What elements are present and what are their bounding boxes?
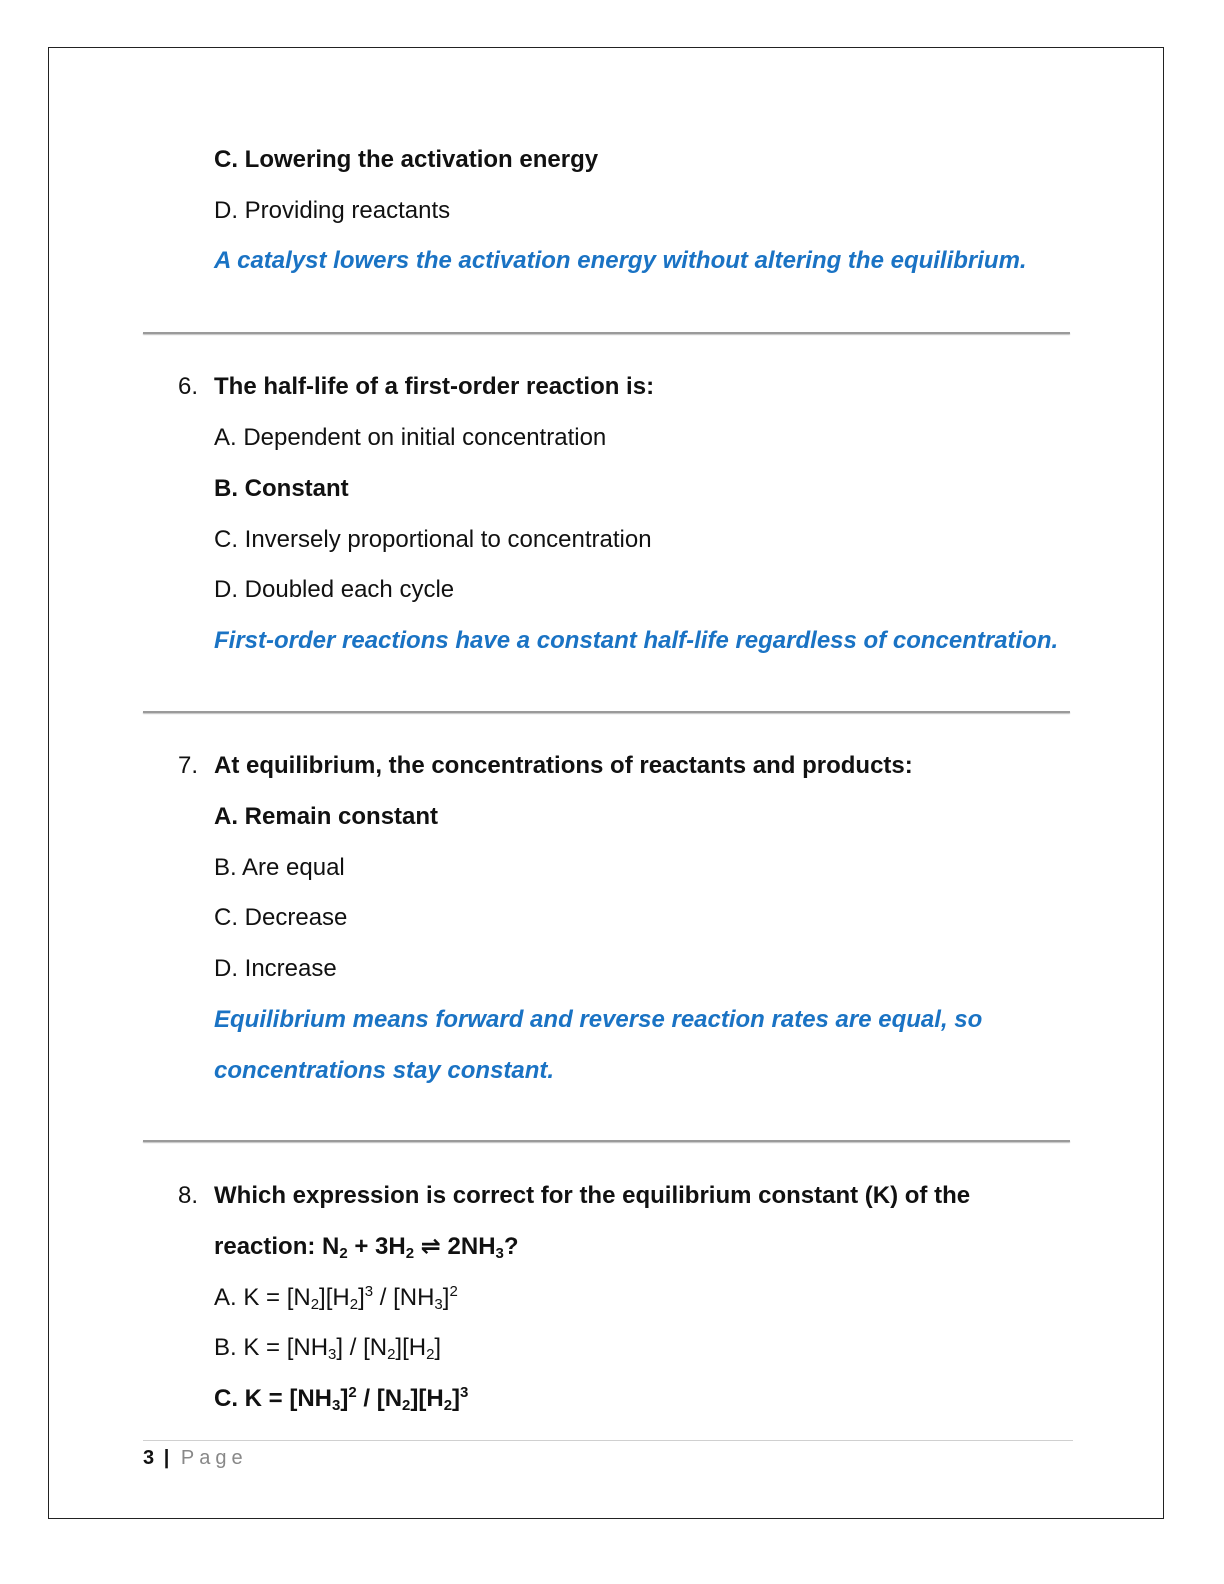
page-footer — [143, 1446, 248, 1470]
q5-option-c: C. Lowering the activation energy — [214, 146, 599, 173]
q7-explanation-line2: concentrations stay constant. — [214, 1057, 555, 1084]
q8-option-b: B. $K = [NH_3] / [N_2][H_2]$ — [214, 1334, 442, 1363]
divider — [143, 1140, 1070, 1142]
q6-option-d: D. Doubled each cycle — [214, 576, 455, 603]
q7-number: 7. — [178, 752, 199, 779]
q7-option-a: A. Remain constant — [214, 803, 439, 830]
q7-option-c: C. Decrease — [214, 904, 348, 931]
footer-rule — [143, 1440, 1073, 1441]
q7-option-d: D. Increase — [214, 955, 337, 982]
q6-number: 6. — [178, 373, 199, 400]
q6-option-c: C. Inversely proportional to concentration — [214, 526, 652, 553]
q8-option-c: C. $K = [NH_3]^2 / [N_2][H_2]^3$ — [214, 1384, 469, 1414]
footer-separator: | — [163, 1447, 170, 1469]
q5-explanation: A catalyst lowers the activation energy without altering the equilibrium. — [214, 247, 1027, 274]
q7-option-b: B. Are equal — [214, 854, 345, 881]
q8-question-line1: Which expression is correct for the equilibrium constant (K) of the — [214, 1182, 971, 1209]
q8-number: 8. — [178, 1182, 199, 1209]
q5-option-d: D. Providing reactants — [214, 197, 451, 224]
q6-question: The half-life of a first-order reaction is: — [214, 373, 655, 400]
q7-question: At equilibrium, the concentrations of reactants and products: — [214, 752, 913, 779]
q6-explanation: First-order reactions have a constant half-life regardless of concentration. — [214, 627, 1059, 654]
q6-option-b: B. Constant — [214, 475, 349, 502]
divider — [143, 711, 1070, 713]
divider — [143, 332, 1070, 334]
q7-explanation-line1: Equilibrium means forward and reverse reaction rates are equal, so — [214, 1006, 983, 1033]
q8-question-line2: reaction: $N_2 + 3H_2$ ⇌ $2NH_3$? — [214, 1233, 519, 1262]
page-number: 3 — [143, 1447, 155, 1469]
q8-option-a: A. $K = [N_2][H_2]^3 / [NH_3]^2$ — [214, 1283, 458, 1313]
q6-option-a: A. Dependent on initial concentration — [214, 424, 607, 451]
page-label: Page — [180, 1447, 248, 1469]
